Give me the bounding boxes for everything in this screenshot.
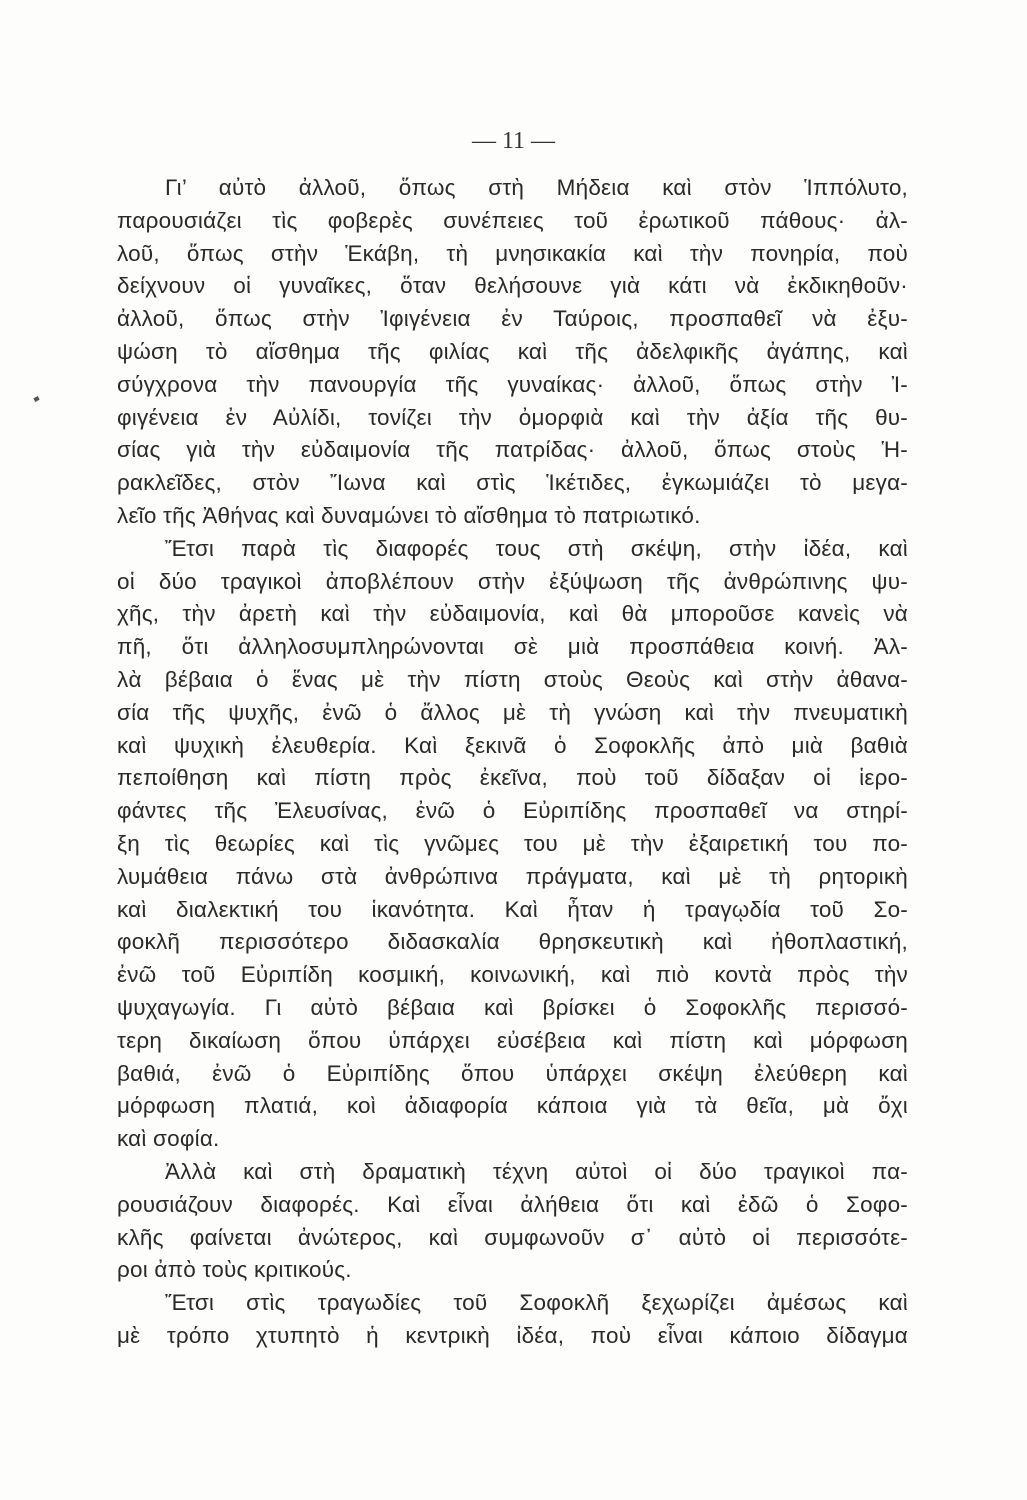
text-line: ψυχαγωγία. Γι αὐτὸ βέβαια καὶ βρίσκει ὁ Σοφοκλῆς περισσό- [117,995,908,1020]
text-line: χῆς, τὴν ἀρετὴ καὶ τὴν εὐδαιμονία, καὶ θὰ μποροῦσε κανεὶς νὰ [117,601,908,627]
text-line: φοκλῆ περισσότερο διδασκαλία θρησκευτικὴ καὶ ἠθοπλαστική, [117,929,908,955]
text-line: μόρφωση πλατιά, κοὶ ἀδιαφορία κάποια γιὰ τὰ θεῖα, μὰ ὄχι [117,1093,908,1119]
text-line: ροι ἀπὸ τοὺς κριτικούς. [117,1257,352,1283]
text-line: μὲ τρόπο χτυπητὸ ἡ κεντρικὴ ἰδέα, ποὺ εἶναι κάποιο δίδαγμα [117,1323,908,1348]
text-line: ρουσιάζουν διαφορές. Καὶ εἶναι ἀλήθεια ὅτι καὶ ἐδῶ ὁ Σοφο- [117,1191,908,1217]
text-line: δείχνουν οἱ γυναῖκες, ὅταν θελήσουνε γιὰ κάτι νὰ ἐκδικηθοῦν· [117,273,908,299]
text-line: πῆ, ὅτι ἀλληλοσυμπληρώνονται σὲ μιὰ προσπάθεια κοινή. Ἀλ- [117,634,908,660]
text-line: κλῆς φαίνεται ἀνώτερος, καὶ συμφωνοῦν σ᾽ αὐτὸ οἱ περισσότε- [117,1224,908,1250]
text-line: σύγχρονα τὴν πανουργία τῆς γυναίκας· ἀλλοῦ, ὅπως στὴν Ἰ- [117,371,908,397]
text-line: ξη τὶς θεωρίες καὶ τὶς γνῶμες του μὲ τὴν ἐξαιρετική του πο- [117,831,908,856]
text-line: λοῦ, ὅπως στὴν Ἑκάβη, τὴ μνησικακία καὶ τὴν πονηρία, ποὺ [117,240,908,266]
text-line: καὶ διαλεκτική του ἱκανότητα. Καὶ ἦταν ἡ τραγῳδία τοῦ Σο- [117,896,908,922]
text-line: καὶ σοφία. [117,1126,220,1152]
text-line: φιγένεια ἐν Αὐλίδι, τονίζει τὴν ὀμορφιὰ καὶ τὴν ἀξία τῆς θυ- [117,404,908,430]
text-line: πεποίθηση καὶ πίστη πρὸς ἐκεῖνα, ποὺ τοῦ δίδαξαν οἱ ἱερο- [117,765,908,791]
text-line: Ἀλλὰ καὶ στὴ δραματικὴ τέχνη αὐτοὶ οἱ δύο τραγικοὶ πα- [165,1159,908,1184]
text-line: λεῖο τῆς Ἀθήνας καὶ δυναμώνει τὸ αἴσθημα τὸ πατριωτικό. [117,503,701,528]
text-line: σία τῆς ψυχῆς, ἐνῶ ὁ ἄλλος μὲ τὴ γνώση καὶ τὴν πνευματικὴ [117,699,908,725]
text-line: τερη δικαίωση ὅπου ὑπάρχει εὐσέβεια καὶ πίστη καὶ μόρφωση [117,1027,908,1053]
page-number: — 11 — [471,128,556,154]
margin-mark [33,396,39,402]
text-line: ἀλλοῦ, ὅπως στὴν Ἰφιγένεια ἐν Ταύροις, προσπαθεῖ νὰ ἐξυ- [117,306,908,332]
text-line: Γι’ αὐτὸ ἀλλοῦ, ὅπως στὴ Μήδεια καὶ στὸν Ἱππόλυτο, [165,175,908,200]
text-line: οἱ δύο τραγικοὶ ἀποβλέπουν στὴν ἐξύψωση τῆς ἀνθρώπινης ψυ- [117,568,908,594]
text-line: ψώση τὸ αἴσθημα τῆς φιλίας καὶ τῆς ἀδελφικῆς ἀγάπης, καὶ [117,339,908,364]
text-line: σίας γιὰ τὴν εὐδαιμονία τῆς πατρίδας· ἀλλοῦ, ὅπως στοὺς Ἡ- [117,437,908,463]
text-line: Ἔτσι στὶς τραγωδίες τοῦ Σοφοκλῆ ξεχωρίζει ἀμέσως καὶ [165,1290,908,1316]
text-line: βαθιά, ἐνῶ ὁ Εὐριπίδης ὅπου ὑπάρχει σκέψη ἐλεύθερη καὶ [117,1060,908,1086]
text-line: ἐνῶ τοῦ Εὐριπίδη κοσμική, κοινωνική, καὶ πιὸ κοντὰ πρὸς τὴν [117,962,908,988]
text-line: λὰ βέβαια ὁ ἕνας μὲ τὴν πίστη στοὺς Θεοὺς καὶ στὴν ἀθανα- [117,667,908,692]
text-line: φάντες τῆς Ἐλευσίνας, ἐνῶ ὁ Εὐριπίδης προσπαθεῖ να στηρί- [117,798,908,824]
text-line: ρακλεῖδες, στὸν Ἴωνα καὶ στὶς Ἱκέτιδες, ἐγκωμιάζει τὸ μεγα- [117,470,908,496]
text-line: καὶ ψυχικὴ ἐλευθερία. Καὶ ξεκινᾶ ὁ Σοφοκλῆς ἀπὸ μιὰ βαθιὰ [117,732,908,758]
text-line: παρουσιάζει τὶς φοβερὲς συνέπειες τοῦ ἐρωτικοῦ πάθους· ἀλ- [117,207,908,233]
text-line: λυμάθεια πάνω στὰ ἀνθρώπινα πράγματα, καὶ μὲ τὴ ρητορικὴ [117,863,908,889]
text-line: Ἔτσι παρὰ τὶς διαφορές τους στὴ σκέψη, στὴν ἰδέα, καὶ [165,535,908,561]
